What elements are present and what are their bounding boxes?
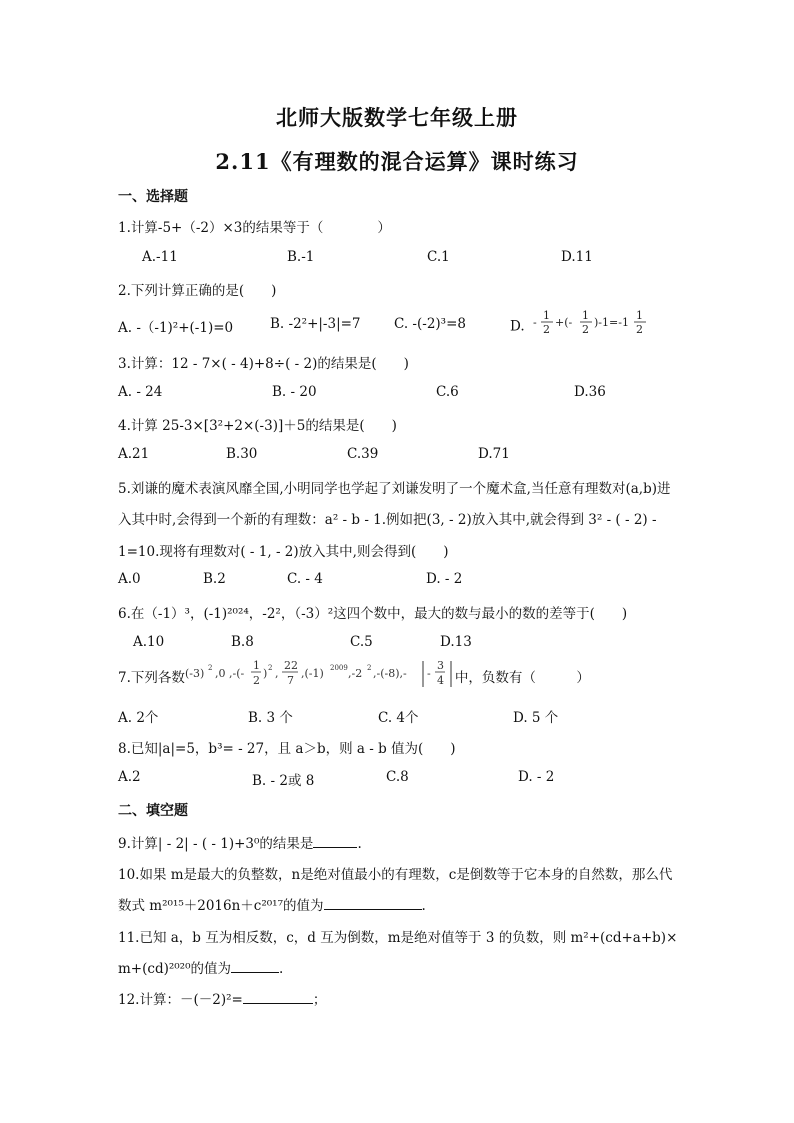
question-3: 3.计算：12 - 7×( - 4)+8÷( - 2)的结果是( ): [118, 356, 409, 372]
page-subtitle: 2.11《有理数的混合运算》课时练习: [215, 149, 579, 174]
svg-text:2: 2: [581, 323, 589, 336]
q6-option-a: A.10: [133, 634, 165, 650]
question-5-line-2: 入其中时,会得到一个新的有理数：a² - b - 1.例如把(3, - 2)放入其中,就会得到 3² - ( - 2) -: [118, 512, 657, 528]
q8-option-a: A.2: [118, 769, 141, 785]
svg-text:2: 2: [542, 323, 550, 336]
svg-text:-: -: [532, 316, 537, 329]
question-5-line-1: 5.刘谦的魔术表演风靡全国,小明同学也学起了刘谦发明了一个魔术盒,当任意有理数对(a,b)进: [118, 481, 671, 497]
q10-end: .: [421, 898, 426, 914]
question-4: 4.计算 25-3×[3²+2×(-3)]＋5的结果是( ): [118, 418, 397, 434]
q9-stem: 9.计算| - 2| - ( - 1)+3⁰的结果是: [118, 836, 314, 852]
svg-text:,-(-8),-: ,-(-8),-: [372, 666, 407, 680]
q7-suffix: 中，负数有（ ）: [454, 670, 590, 686]
q11-stem: m+(cd)²⁰²⁰的值为: [118, 961, 231, 977]
q11-answer-blank[interactable]: [231, 960, 279, 973]
q6-option-c: C.5: [350, 634, 373, 650]
q1-option-a: A.-11: [142, 249, 178, 265]
q2-option-d: [510, 309, 663, 338]
q4-option-c: C.39: [347, 446, 379, 462]
svg-text:-: -: [426, 666, 431, 680]
svg-text:1: 1: [252, 658, 260, 672]
question-10-line-1: 10.如果 m是最大的负整数，n是绝对值最小的有理数，c是倒数等于它本身的自然数，那么代: [118, 867, 673, 883]
question-6: 6.在（-1）³，(-1)²⁰²⁴，-2²，（-3）²这四个数中，最大的数与最小的数的差等于( ): [118, 606, 628, 622]
q8-option-d: D. - 2: [518, 769, 555, 785]
q10-answer-blank[interactable]: [324, 897, 422, 910]
q4-option-d: D.71: [478, 446, 510, 462]
q9-end: .: [357, 836, 362, 852]
q1-option-c: C.1: [427, 249, 450, 265]
page-title: 北师大版数学七年级上册: [276, 105, 518, 130]
q8-option-c: C.8: [386, 769, 409, 785]
svg-text:2: 2: [252, 673, 260, 687]
svg-text:): ): [262, 666, 268, 680]
q6-option-d: D.13: [440, 634, 472, 650]
q7-option-c: C. 4个: [378, 710, 419, 726]
svg-text:1: 1: [581, 309, 589, 322]
q2-option-d-formula: [533, 308, 663, 338]
svg-text:)-1=-1: )-1=-1: [593, 316, 629, 329]
q11-end: .: [279, 961, 284, 977]
svg-text:,-2: ,-2: [347, 666, 363, 680]
q6-option-b: B.8: [231, 634, 254, 650]
svg-text:1: 1: [542, 309, 550, 322]
q2-option-b: B. -2²+|-3|=7: [270, 316, 361, 332]
question-11-line-2: [118, 957, 283, 977]
question-10-line-2: [118, 894, 426, 914]
question-8: 8.已知|a|=5，b³= - 27，且 a＞b，则 a - b 值为( ): [118, 741, 456, 757]
svg-text:,: ,: [274, 666, 279, 680]
q3-option-c: C.6: [436, 384, 459, 400]
q7-option-d: D. 5 个: [513, 710, 559, 726]
q1-option-b: B.-1: [287, 249, 315, 265]
question-5-line-3: 1=10.现将有理数对( - 1, - 2)放入其中,则会得到( ): [118, 544, 449, 560]
q5-option-c: C. - 4: [287, 571, 323, 587]
q7-option-b: B. 3 个: [248, 710, 293, 726]
question-11-line-1: 11.已知 a，b 互为相反数，c，d 互为倒数，m是绝对值等于 3 的负数，则 m²+(cd+a+b)×: [118, 930, 678, 946]
q2-option-a: A. -（-1)²+(-1)=0: [118, 320, 234, 336]
q3-option-a: A. - 24: [118, 384, 163, 400]
q3-option-d: D.36: [574, 384, 606, 400]
svg-text:22: 22: [283, 658, 298, 672]
svg-text:2: 2: [366, 663, 372, 672]
q7-prefix: 7.下列各数: [118, 670, 185, 686]
svg-text:2: 2: [267, 663, 273, 672]
svg-text:3: 3: [436, 658, 444, 672]
q4-option-b: B.30: [226, 446, 258, 462]
svg-text:,(-1): ,(-1): [300, 666, 324, 680]
q5-option-b: B.2: [203, 571, 226, 587]
svg-text:4: 4: [436, 673, 444, 687]
q5-option-a: A.0: [118, 571, 141, 587]
svg-text:7: 7: [286, 673, 294, 687]
q12-answer-blank[interactable]: [243, 991, 313, 1004]
section-heading-fill-in: 二、填空题: [118, 803, 188, 819]
q5-option-d: D. - 2: [426, 571, 463, 587]
question-12: [118, 988, 326, 1008]
q10-stem: 数式 m²⁰¹⁵＋2016n＋c²⁰¹⁷的值为: [118, 898, 324, 914]
svg-text:2009: 2009: [329, 663, 348, 672]
q12-end: ；: [312, 992, 327, 1008]
q2-option-d-label: D.: [510, 318, 525, 335]
svg-text:(-3): (-3): [184, 666, 205, 680]
q9-answer-blank[interactable]: [313, 835, 357, 848]
svg-text:1: 1: [635, 309, 643, 322]
svg-text:2: 2: [207, 663, 213, 672]
question-9: [118, 832, 362, 852]
q3-option-b: B. - 20: [272, 384, 317, 400]
q7-option-a: A. 2个: [118, 710, 159, 726]
section-heading-choice: 一、选择题: [118, 189, 188, 205]
q4-option-a: A.21: [118, 446, 150, 462]
q1-option-d: D.11: [561, 249, 593, 265]
question-2: 2.下列计算正确的是( ): [118, 283, 277, 299]
q12-stem: 12.计算：－(－2)²=: [118, 992, 243, 1008]
question-1: 1.计算-5+（-2）×3的结果等于（ ）: [118, 220, 391, 236]
question-7: [118, 658, 590, 690]
q2-option-c: C. -(-2)³=8: [394, 316, 466, 332]
svg-text:,0 ,-(-: ,0 ,-(-: [214, 666, 245, 680]
q8-option-b: B. - 2或 8: [252, 773, 315, 789]
svg-text:2: 2: [635, 323, 643, 336]
svg-text:+(-: +(-: [554, 316, 573, 329]
